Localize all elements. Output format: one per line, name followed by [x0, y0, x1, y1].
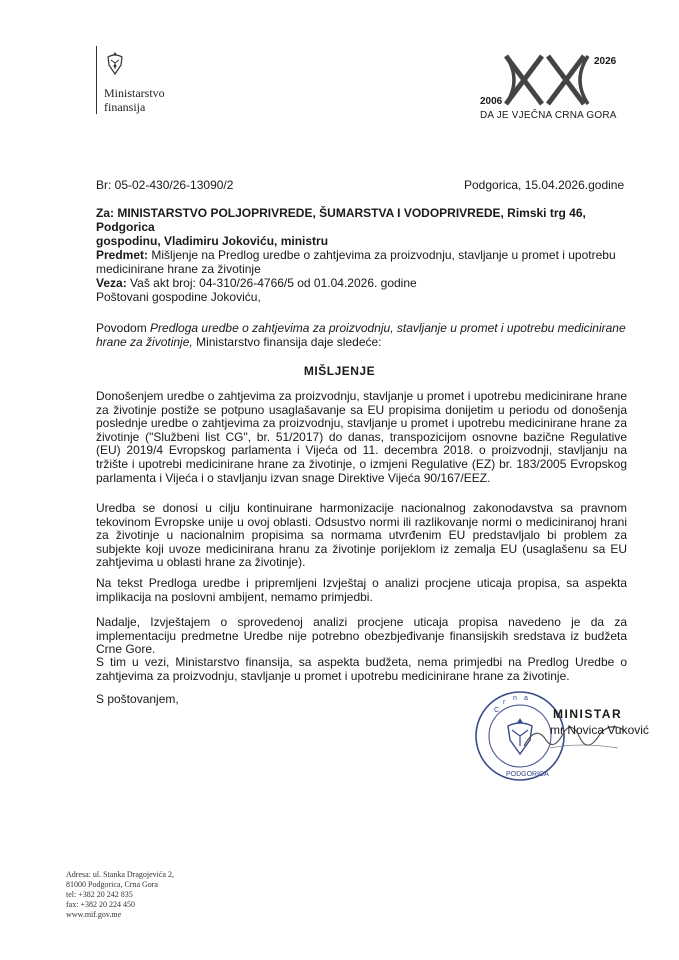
body-paragraph-1: Donošenjem uredbe o zahtjevima za proizvodnju, stavljanje u promet i upotrebu medicinirane hrane za životinje postiže se potpuno usaglašavanje sa EU propisima donijetim u periodu od donošenja poslednje uredbe o zahtjevima za proizvodnju, stavljanje u promet i upotrebu medicinirane hrane za životinje ("Službeni list CG", br. 51/2017) do danas, transpozicijom osnovne bazične Regulative (EU) 2019/4 Evropskog parlamenta i Vijeća od 11. decembra 2018. o proizvodnji, stavljanju na tržište i upotrebi medicinirane hrane za životinje, o izmjeni Regulative (EZ) br. 183/2005 Evropskog parlamenta i Vijeća i o stavljanju izvan snage Direktive Vijeća 90/167/EEZ.: [96, 389, 627, 485]
addressee-block: [96, 206, 636, 290]
to-person: gospodinu, Vladimiru Jokoviću, ministru: [96, 234, 329, 248]
jubilee-motto: DA JE VJEČNA CRNA GORA: [480, 110, 617, 121]
intro-after: Ministarstvo finansija daje sledeće:: [196, 335, 382, 349]
footer-city-line: 81000 Podgorica, Crna Gora: [66, 880, 158, 889]
ministry-name-line2: finansija: [104, 100, 146, 114]
link-text: Vaš akt broj: 04-310/26-4766/5 od 01.04.2026. godine: [130, 276, 417, 290]
footer-fax: fax: +382 20 224 450: [66, 900, 135, 909]
to-label: Za:: [96, 206, 114, 220]
to-recipient: MINISTARSTVO POLJOPRIVREDE, ŠUMARSTVA I VODOPRIVREDE, Rimski trg 46, Podgorica: [96, 206, 586, 234]
jubilee-year-start: 2006: [480, 96, 503, 107]
signatory-name: mr Novica Vuković: [550, 723, 649, 737]
jubilee-year-end: 2026: [594, 56, 617, 67]
intro-paragraph: [96, 321, 626, 349]
footer-contact: [66, 870, 174, 920]
coat-of-arms-icon: [104, 50, 126, 76]
footer-address-line: Adresa: ul. Stanka Dragojevića 2,: [66, 870, 174, 879]
document-reference: Br: 05-02-430/26-13090/2: [96, 178, 234, 192]
link-label: Veza:: [96, 276, 127, 290]
jubilee-logo: [466, 52, 626, 122]
svg-text:C: C: [494, 707, 500, 714]
document-date: Podgorica, 15.04.2026.godine: [464, 178, 625, 192]
svg-text:r: r: [503, 699, 506, 706]
svg-text:a: a: [524, 695, 528, 702]
closing-salutation: S poštovanjem,: [96, 692, 179, 706]
body-paragraph-3: Na tekst Predloga uredbe i pripremljeni Izvještaj o analizi procjene uticaja propisa, sa aspekta implikacija na poslovni ambijent, nemamo primjedbi.: [96, 576, 627, 604]
ministry-name-line1: Ministarstvo: [104, 86, 165, 100]
svg-text:n: n: [513, 695, 517, 702]
footer-phone: tel: +382 20 242 835: [66, 890, 133, 899]
xx-jubilee-icon: [502, 52, 594, 108]
svg-text:PODGORICA: PODGORICA: [506, 771, 549, 778]
logo-divider: [96, 46, 97, 114]
intro-before: Povodom: [96, 321, 147, 335]
body-paragraph-4: Nadalje, Izvještajem o sprovedenoj analizi procjene uticaja propisa navedeno je da za implementaciju predmetne Uredbe nije potrebno obezbjeđivanje finansijskih sredstava iz budžeta Crne Gore.: [96, 615, 627, 657]
intro-title: Predloga uredbe o zahtjevima za proizvodnju, stavljanje u promet i upotrebu medicinirane hrane za životinje,: [96, 321, 626, 349]
body-paragraph-5: S tim u vezi, Ministarstvo finansija, sa aspekta budžeta, nema primjedbi na Predlog Uredbe o zahtjevima za proizvodnju, stavljanje u promet i upotrebu medicinirane hrane za životinje.: [96, 655, 627, 683]
signatory-title: MINISTAR: [553, 707, 623, 721]
body-paragraph-2: Uredba se donosi u cilju kontinuirane harmonizacije nacionalnog zakonodavstva sa pravnom tekovinom Evropske unije u ovoj oblasti. Odsustvo normi ili razlikovanje normi o mediciniranoj hrani za životinje u nacionalnim propisima sa normama utvrđenim EU predstavljalo bi problem za subjekte koji uvoze medicinirana hranu za životinje porijeklom iz zemalja EU (usaglašenu sa EU zahtjevima u oblasti hrane za životinje).: [96, 501, 627, 570]
greeting: Poštovani gospodine Jokoviću,: [96, 290, 261, 304]
footer-website: www.mif.gov.me: [66, 910, 122, 919]
subject-label: Predmet:: [96, 248, 149, 262]
subject-text: Mišljenje na Predlog uredbe o zahtjevima za proizvodnju, stavljanje u promet i upotrebu medicinirane hrane za životinje: [96, 248, 616, 276]
opinion-heading: MIŠLJENJE: [303, 364, 376, 378]
